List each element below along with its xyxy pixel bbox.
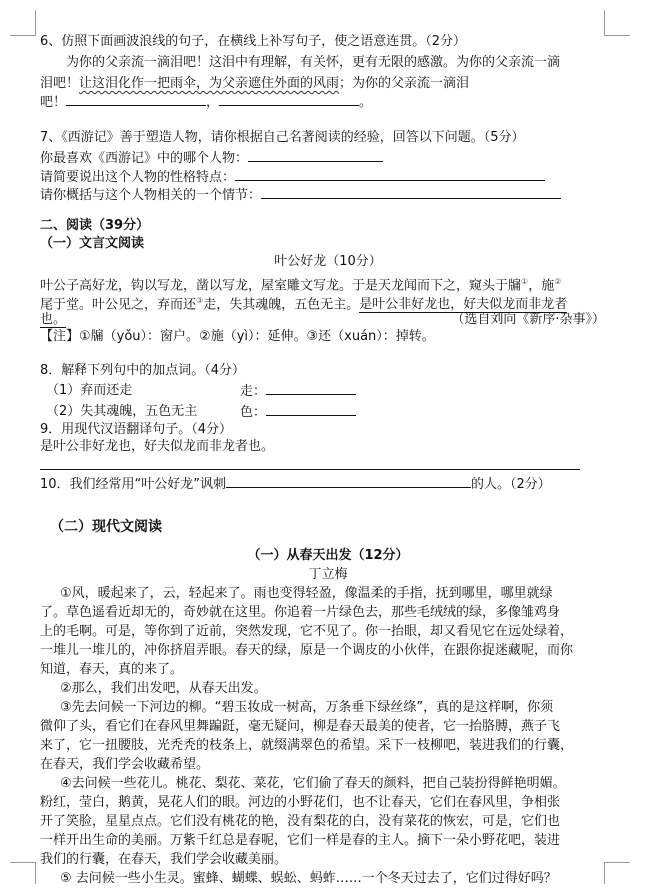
classical-title: 叶公好龙（10分） [274,254,382,269]
footnote-1-marker: ① [521,277,529,286]
q8-item2-word: 色： [240,405,267,420]
modern-title: （一）从春天出发（12分） [247,548,409,563]
q7-a-label: 你最喜欢《西游记》中的哪个人物： [40,151,249,166]
q6-line2-pre: 泪吧！ [40,76,80,91]
q7-b-label: 请简要说出这个人物的性格特点： [40,170,236,185]
classical-p2-underlined: 是叶公非好龙也，好夫似龙而非龙者 [359,297,568,313]
q6-line3 [40,92,372,113]
q10-post: 的人。（2分） [471,477,551,492]
classical-p2-b: 走，失其魂魄，五色无主。 [203,297,360,313]
classical-note: 【注】①牖（yǒu）：窗户。②施（yì）：延伸。③还（xuán）：掉转。 [40,329,435,344]
q8-item1-answer [240,381,356,402]
modern-author: 丁立梅 [308,567,348,582]
q6-blank-1[interactable] [66,92,206,106]
passage-line: ③先去问候一下河边的柳。“碧玉妆成一树高，万条垂下绿丝绦”，真的是这样啊，你须 [60,700,554,715]
q8-item2-answer [240,402,356,423]
passage-line: ①风，暖起来了，云，轻起来了。雨也变得轻盈，像温柔的手指，抚到哪里，哪里就绿 [60,586,553,601]
q6-line3-post: 。 [359,95,373,110]
passage-line: 微仰了头，看它们在春风里舞蹁跹，毫无疑问，柳是春天最美的使者，它一抬胳膊，燕子飞 [40,719,561,734]
footnote-2-marker: ② [554,277,562,286]
q6-line3-mid: ， [206,95,220,110]
q7-b-blank[interactable] [235,167,545,181]
q8-item1 [46,381,132,401]
section2-sub2: （二）现代文阅读 [50,519,162,535]
q8-item1-blank[interactable] [266,381,356,395]
q10-line [40,474,551,495]
footnote-3-marker: ③ [196,296,204,305]
q7-c [40,185,561,206]
section2-heading: 二、阅读（39分） [40,218,150,233]
q7-title: 7、《西游记》善于塑造人物，请你根据自己名著阅读的经验，回答以下问题。（5分） [40,130,525,145]
passage-line: 一堆儿一堆儿的，冲你挤眉弄眼。春天的绿，原是一个调皮的小伙伴，在跟你捉迷藏呢，而你 [40,643,574,658]
classical-p2-a: 尾于堂。叶公见之，弃而还 [40,297,197,313]
passage-line: ⑤ 去问候一些小生灵。蜜蜂、蝴蝶、蜈蚣、蚂蚱……一个冬天过去了，它们过得好吗？ [60,871,557,886]
classical-p3-underlined: 也。 [40,312,67,327]
q7-a [40,148,383,169]
q7-c-label: 请你概括与这个人物相关的一个情节： [40,188,262,203]
q6-line2 [40,74,469,94]
q6-line2-post: ；为你的父亲流一滴泪 [339,76,470,91]
q10-pre: 10．我们经常用“叶公好龙”讽刺 [40,477,227,492]
crop-mark-top-left [10,10,36,36]
q6-wavy-sentence: 让这泪化作一把雨伞，为父亲遮住外面的风雨 [79,76,340,91]
q8-item2 [46,402,197,422]
q8-item1-word: 走： [240,384,267,399]
q6-blank-2[interactable] [219,92,359,106]
q9-title: 9．用现代汉语翻译句子。（4分） [40,422,233,437]
q9-sentence: 是叶公非好龙也，好夫似龙而非龙者也。 [40,439,275,454]
section2-sub1: （一）文言文阅读 [40,236,145,251]
classical-source: （选自刘向《新序·杂事》） [451,312,605,327]
crop-mark-bottom-right [604,862,630,884]
passage-line: ②那么，我们出发吧，从春天出发。 [60,681,267,696]
q7-c-blank[interactable] [261,185,561,199]
passage-line: 在春天，我们学会收藏希望。 [40,757,210,772]
q9-answer-line[interactable] [40,469,580,470]
q6-line1: 为你的父亲流一滴泪吧！这泪中有理解，有关怀，更有无限的感激。为你的父亲流一滴 [66,55,561,70]
crop-mark-top-right [604,10,630,36]
crop-mark-bottom-left [10,862,36,884]
passage-line: 粉红，莹白，鹅黄，晃花人们的眼。河边的小野花们，也不让春天，它们在春风里，争相张 [40,795,561,810]
passage-line: 来了，它一扭腰肢，光秃秃的枝条上，就缀满翠色的希望。采下一枝柳吧，装进我们的行囊， [40,738,574,753]
q8-item1-text: （1）弃而还走 [46,383,133,398]
q8-title: 8．解释下列句中的加点词。（4分） [40,363,246,378]
passage-line: 一样开出生命的美丽。万紫千红总是春呢，它们一样是春的主人。摘下一朵小野花吧，装进 [40,833,561,848]
passage-line: 开了笑脸，星星点点。它们没有桃花的艳，没有梨花的白，没有菜花的恢宏，可是，它们也 [40,814,561,829]
q6-line3-pre: 吧！ [40,95,67,110]
classical-p1-end: ，施 [528,278,555,294]
q6-title: 6、仿照下面画波浪线的句子，在横线上补写句子，使之语意连贯。（2分） [40,34,467,49]
classical-p1-text: 叶公子高好龙，钩以写龙，凿以写龙，屋室雕文写龙。于是天龙闻而下之，窥头于牖 [40,278,522,294]
q8-item2-text: （2）失其魂魄，五色无主 [46,404,198,419]
q8-item2-blank[interactable] [266,402,356,416]
passage-line: 知道，春天，真的来了。 [40,662,184,677]
passage-line: ④去问候一些花儿。桃花、梨花、菜花，它们偷了春天的颜料，把自己装扮得鲜艳明媚。 [60,776,566,791]
q10-blank[interactable] [226,474,471,488]
passage-line: 上的毛啊。可是，等你到了近前，突然发现，它不见了。你一抬眼，却又看见它在远处绿着， [40,624,574,639]
passage-line: 了。草色遥看近却无的，奇妙就在这里。你追着一片绿色去，那些毛绒绒的绿，多像雏鸡身 [40,605,561,620]
q7-a-blank[interactable] [248,148,383,162]
passage-line: 我们的行囊，在春天，我们学会收藏美丽。 [40,852,288,867]
